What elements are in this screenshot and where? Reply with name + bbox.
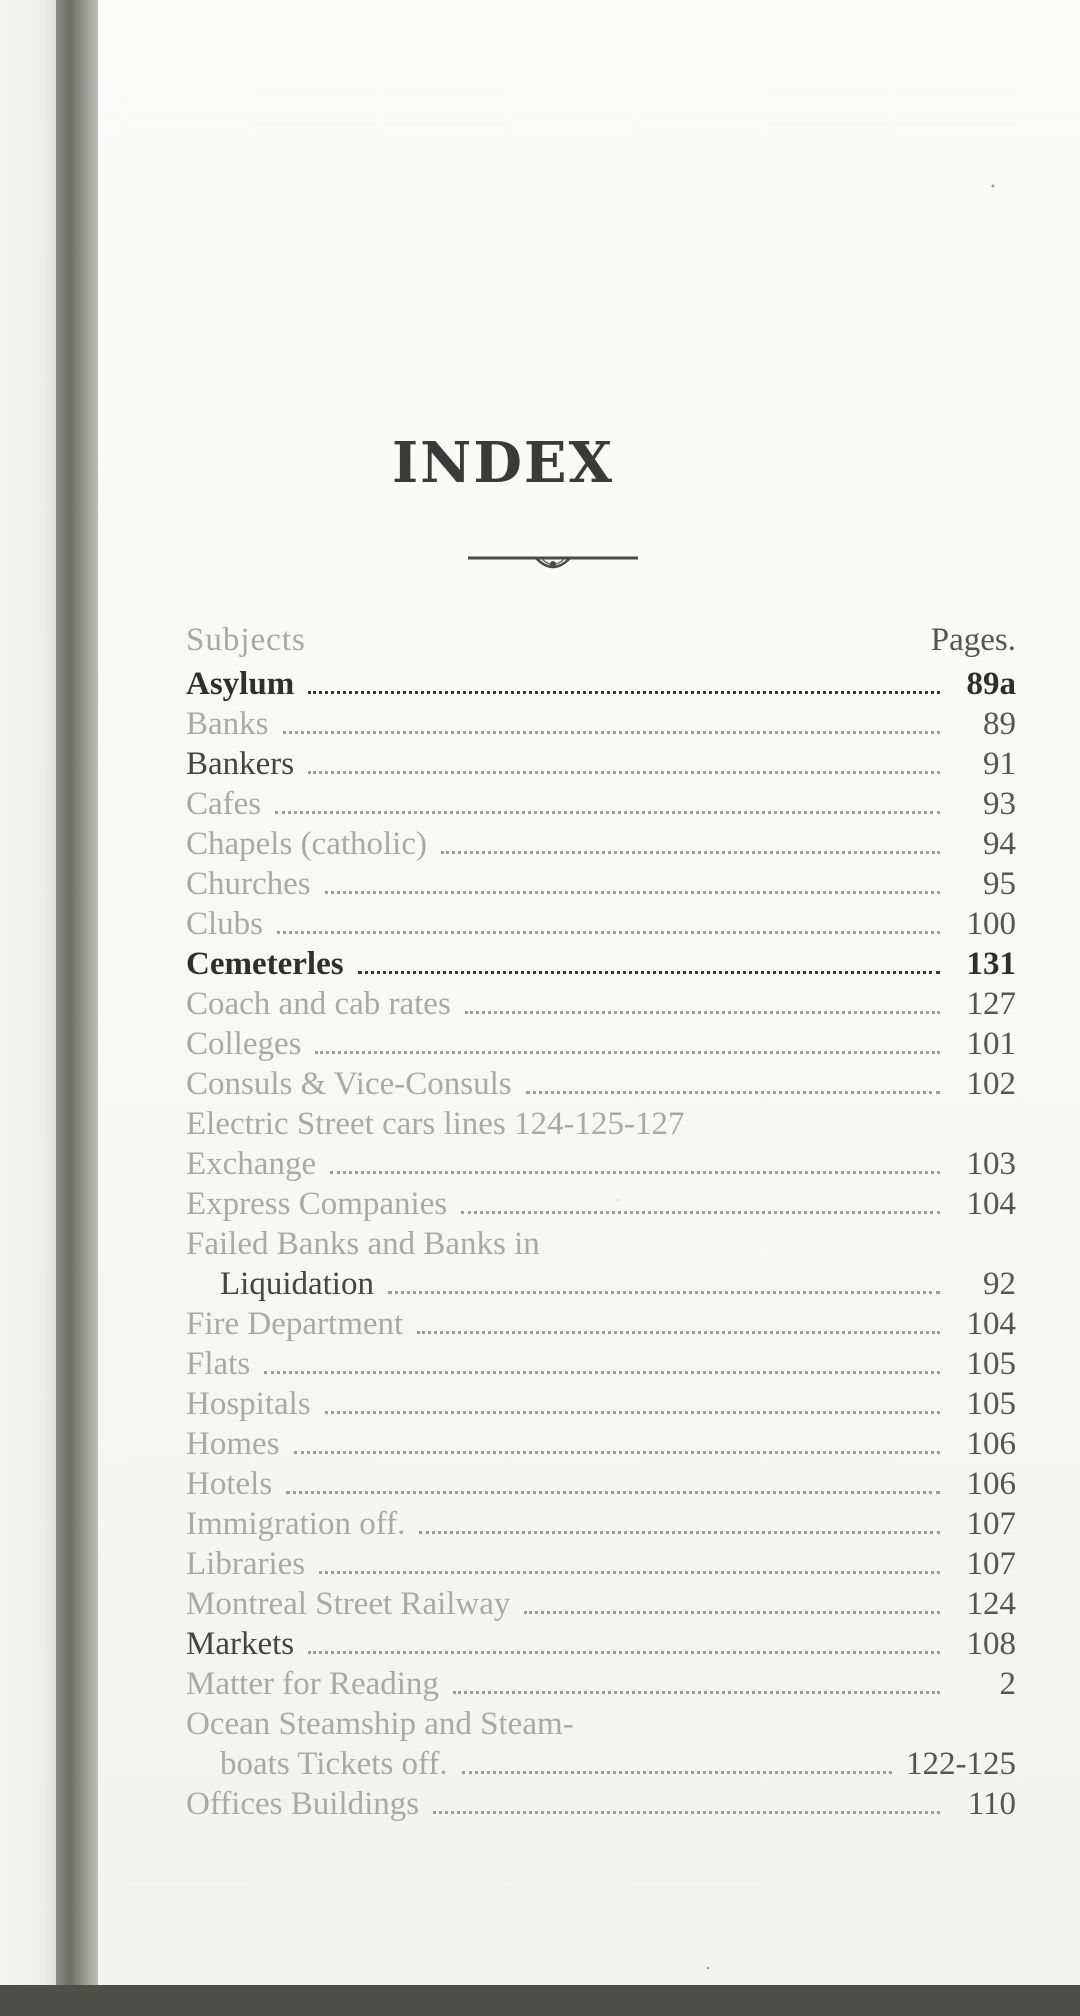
subjects-header: Subjects [186, 622, 306, 658]
entry-subject: Asylum [186, 666, 295, 702]
entry-subject: Immigration off. [186, 1506, 406, 1542]
entry-page: 92 [983, 1266, 1016, 1302]
entry-page: 107 [966, 1506, 1016, 1542]
entry-page: 127 [966, 986, 1016, 1022]
entry-page: 105 [966, 1346, 1016, 1382]
book-gutter [56, 0, 104, 1985]
entry-subject: Failed Banks and Banks in [186, 1226, 540, 1262]
entry-page: 2 [999, 1666, 1016, 1702]
entry-page: 110 [967, 1786, 1016, 1822]
entry-page: 89 [983, 706, 1016, 742]
entry-subject: Montreal Street Railway [186, 1586, 511, 1622]
entry-page: 94 [983, 826, 1016, 862]
entry-subject: Ocean Steamship and Steam- [186, 1706, 574, 1742]
entry-subject: Bankers [186, 746, 295, 782]
entry-page: 107 [966, 1546, 1016, 1582]
entry-subject: Hotels [186, 1466, 273, 1502]
entry-subject: boats Tickets off. [220, 1746, 448, 1782]
entry-subject: Hospitals [186, 1386, 311, 1422]
entry-page: 102 [966, 1066, 1016, 1102]
entry-subject: Express Companies [186, 1186, 448, 1222]
paper-specks [98, 0, 1080, 1985]
entry-subject: Markets [186, 1626, 295, 1662]
entry-page: 124 [966, 1586, 1016, 1622]
entry-page: 108 [966, 1626, 1016, 1662]
entry-subject: Colleges [186, 1026, 302, 1062]
entry-subject: Churches [186, 866, 311, 902]
entry-subject: Libraries [186, 1546, 306, 1582]
entry-subject: Homes [186, 1426, 280, 1462]
entry-subject: Cemeterles [186, 946, 344, 982]
entry-page: 106 [966, 1426, 1016, 1462]
entry-subject: Clubs [186, 906, 264, 942]
entry-page: 105 [966, 1386, 1016, 1422]
index-page [98, 0, 1080, 1985]
entry-subject: Banks [186, 706, 269, 742]
entry-page: 101 [966, 1026, 1016, 1062]
entry-page: 104 [966, 1186, 1016, 1222]
scan-bottom-edge [0, 1985, 1080, 2016]
entry-page: 95 [983, 866, 1016, 902]
entry-subject: Cafes [186, 786, 262, 822]
entry-subject: Offices Buildings [186, 1786, 420, 1822]
entry-page: 131 [966, 946, 1016, 982]
entry-page: 122-125 [906, 1746, 1016, 1782]
entry-subject: Flats [186, 1346, 251, 1382]
entry-page: 91 [983, 746, 1016, 782]
entry-subject: Consuls & Vice-Consuls [186, 1066, 512, 1102]
entry-subject: Liquidation [220, 1266, 374, 1302]
entry-subject: Fire Department [186, 1306, 404, 1342]
facing-page-edge [0, 0, 62, 1985]
entry-subject: Coach and cab rates [186, 986, 451, 1022]
entry-page: 106 [966, 1466, 1016, 1502]
entry-subject: Chapels (catholic) [186, 826, 427, 862]
entry-subject: Matter for Reading [186, 1666, 439, 1702]
entry-page: 100 [966, 906, 1016, 942]
entry-page: 103 [966, 1146, 1016, 1182]
page-title: INDEX [391, 430, 615, 496]
pages-header: Pages. [930, 622, 1016, 658]
entry-page: 89a [966, 666, 1016, 702]
entry-page: 104 [966, 1306, 1016, 1342]
entry-subject: Electric Street cars lines 124-125-127 [186, 1106, 685, 1142]
entry-page: 93 [983, 786, 1016, 822]
entry-subject: Exchange [186, 1146, 317, 1182]
